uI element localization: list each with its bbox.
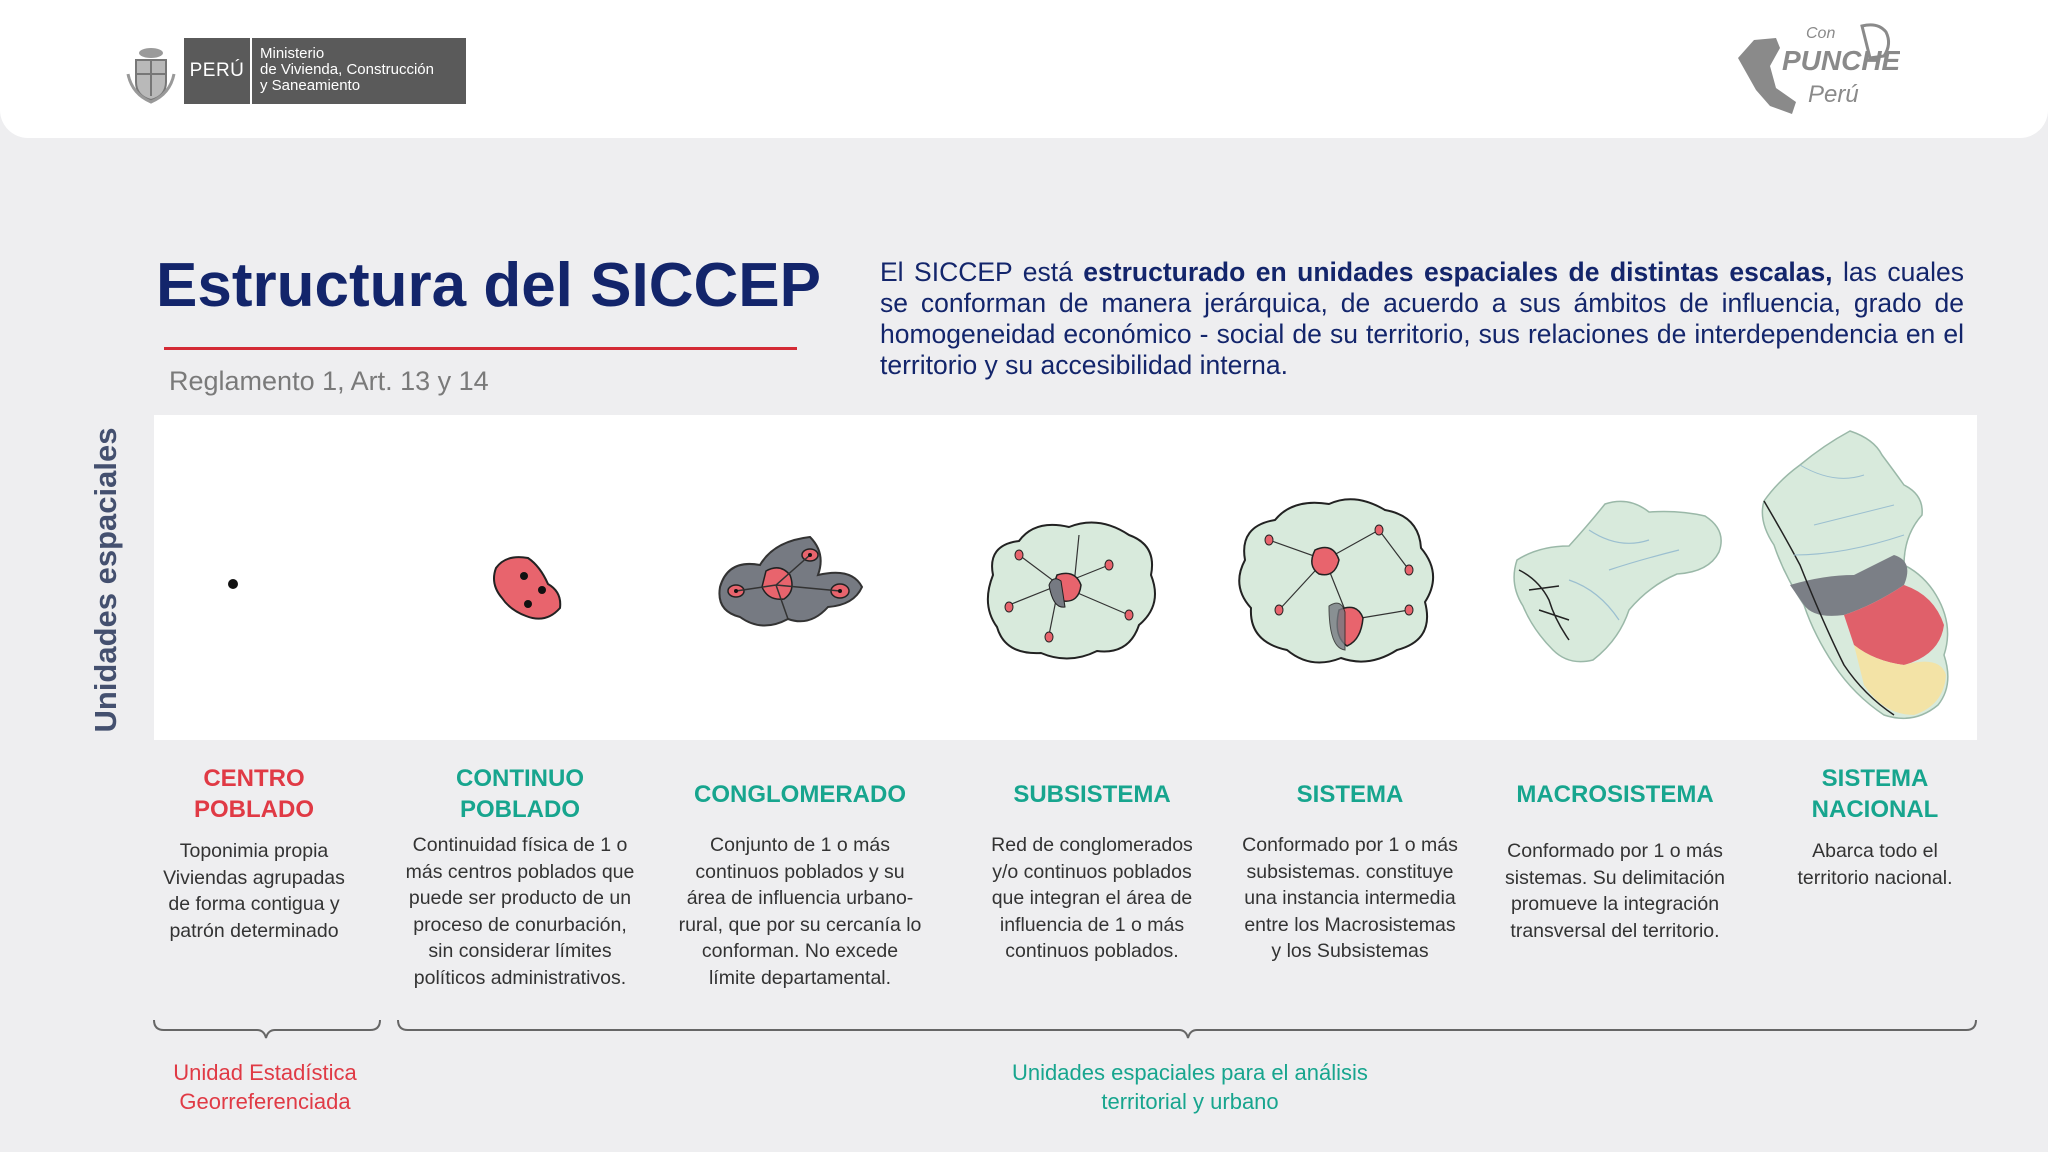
ministry-label	[252, 38, 466, 104]
column-conglomerado	[660, 762, 940, 991]
column-centro-poblado	[154, 762, 354, 944]
right-group-brace	[396, 1018, 1978, 1048]
column-title: SUBSISTEMA	[1013, 780, 1171, 808]
column-title: CENTRO POBLADO	[194, 765, 314, 823]
ministry-line-1: Ministerio	[260, 45, 325, 62]
page-subtitle: Reglamento 1, Art. 13 y 14	[169, 366, 489, 396]
subsistema-map	[979, 515, 1169, 665]
column-continuo-poblado	[400, 762, 640, 991]
intro-text-end: las cuales se conforman de manera jerárquica, de acuerdo a sus ámbitos de influencia, grado de homogeneidad económico - social de su territorio, sus relaciones de interdependencia en el territorio y su accesibilidad interna.	[880, 257, 1964, 380]
left-group-brace	[152, 1018, 382, 1048]
group-label-spatial-units: Unidades espaciales para el análisis territorial y urbano	[1012, 1060, 1368, 1114]
column-title: CONTINUO POBLADO	[456, 765, 584, 823]
title-underline	[164, 347, 797, 350]
page-title: Estructura del SICCEP	[156, 251, 821, 320]
con-punche-peru-logo	[1736, 18, 1900, 118]
intro-text-start: El SICCEP está	[880, 257, 1084, 287]
column-sistema-nacional	[1770, 762, 1980, 891]
ministry-line-3: y Saneamiento	[260, 77, 361, 94]
continuo-poblado-map	[484, 550, 584, 630]
column-description: Conformado por 1 o más subsistemas. constituye una instancia intermedia entre los Macrosistemas y los Subsistemas	[1242, 834, 1458, 962]
sistema-map	[1229, 490, 1449, 670]
logo-punche: PUNCHE	[1782, 45, 1900, 76]
macrosistema-map	[1509, 490, 1734, 670]
column-description: Conformado por 1 o más sistemas. Su delimitación promueve la integración transversal del territorio.	[1504, 840, 1725, 942]
ministry-line-2: de Vivienda, Construcción	[260, 61, 434, 78]
column-macrosistema	[1490, 762, 1740, 944]
column-title: SISTEMA	[1296, 780, 1404, 808]
column-description: Conjunto de 1 o más continuos poblados y su área de influencia urbano-rural, que por su cercanía lo conforman. No excede límite departamental.	[678, 834, 922, 989]
side-axis-label: Unidades espaciales	[88, 427, 123, 733]
intro-paragraph	[880, 257, 1964, 381]
logo-peru: Perú	[1808, 81, 1859, 108]
column-description: Red de conglomerados y/o continuos poblados que integran el área de influencia de 1 o más continuos poblados.	[991, 834, 1193, 962]
column-title: SISTEMA NACIONAL	[1811, 765, 1939, 823]
logo-con: Con	[1806, 25, 1836, 42]
column-title: MACROSISTEMA	[1516, 780, 1714, 808]
intro-text-bold: estructurado en unidades espaciales de distintas escalas,	[1083, 257, 1833, 287]
column-description: Abarca todo el territorio nacional.	[1797, 840, 1953, 889]
column-title: CONGLOMERADO	[694, 780, 906, 808]
conglomerado-map	[714, 535, 874, 635]
sistema-nacional-map	[1754, 425, 1964, 730]
column-subsistema	[962, 762, 1222, 965]
column-description: Continuidad física de 1 o más centros poblados que puede ser producto de un proceso de conurbación, sin considerar límites políticos administrativos.	[405, 834, 635, 989]
maps-panel	[154, 415, 1977, 740]
group-label-statistical-unit: Unidad Estadística Georreferenciada	[173, 1060, 357, 1114]
peru-label: PERÚ	[184, 38, 250, 104]
column-description: Toponimia propia Viviendas agrupadas de forma contigua y patrón determinado	[163, 840, 345, 942]
column-sistema	[1240, 762, 1460, 965]
centro-poblado-map	[224, 575, 244, 595]
header-bar	[0, 0, 2048, 138]
coat-of-arms-icon	[126, 44, 176, 104]
